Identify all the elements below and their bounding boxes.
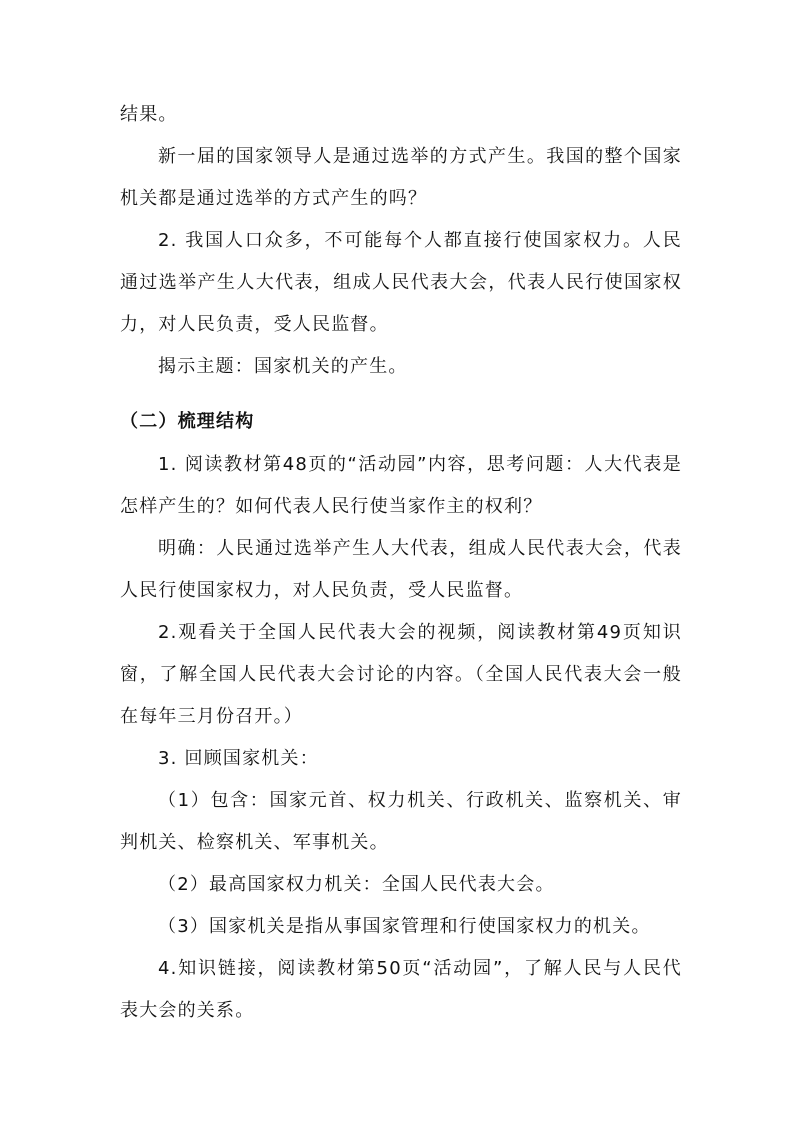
- section-heading: （二）梳理结构: [120, 411, 255, 432]
- paragraph-item-3: 3. 回顾国家机关：: [158, 748, 319, 769]
- paragraph-subitem-1: （1）包含：国家元首、权力机关、行政机关、监察机关、审判机关、检察机关、军事机关。: [120, 790, 682, 853]
- paragraph-item-2: 2.观看关于全国人民代表大会的视频，阅读教材第49页知识窗，了解全国人民代表大会讨论的内容。（全国人民代表大会一般在每年三月份召开。）: [120, 622, 682, 727]
- paragraph-theme: 揭示主题：国家机关的产生。: [158, 356, 408, 377]
- paragraph-subitem-3: （3）国家机关是指从事国家管理和行使国家权力的机关。: [158, 916, 651, 937]
- paragraph-item-1: 1. 阅读教材第48页的“活动园”内容，思考问题：人大代表是怎样产生的？如何代表人民行使当家作主的权利？: [120, 454, 682, 517]
- paragraph-point-2: 2. 我国人口众多，不可能每个人都直接行使国家权力。人民通过选举产生人大代表，组成人民代表大会，代表人民行使国家权力，对人民负责，受人民监督。: [120, 230, 682, 335]
- paragraph-question: 新一届的国家领导人是通过选举的方式产生。我国的整个国家机关都是通过选举的方式产生的吗？: [120, 146, 682, 209]
- paragraph-subitem-2: （2）最高国家权力机关：全国人民代表大会。: [158, 874, 555, 895]
- paragraph-result: 结果。: [120, 104, 178, 125]
- paragraph-item-4: 4.知识链接，阅读教材第50页“活动园”，了解人民与人民代表大会的关系。: [120, 958, 682, 1021]
- paragraph-clarification: 明确：人民通过选举产生人大代表，组成人民代表大会，代表人民行使国家权力，对人民负责，受人民监督。: [120, 538, 682, 601]
